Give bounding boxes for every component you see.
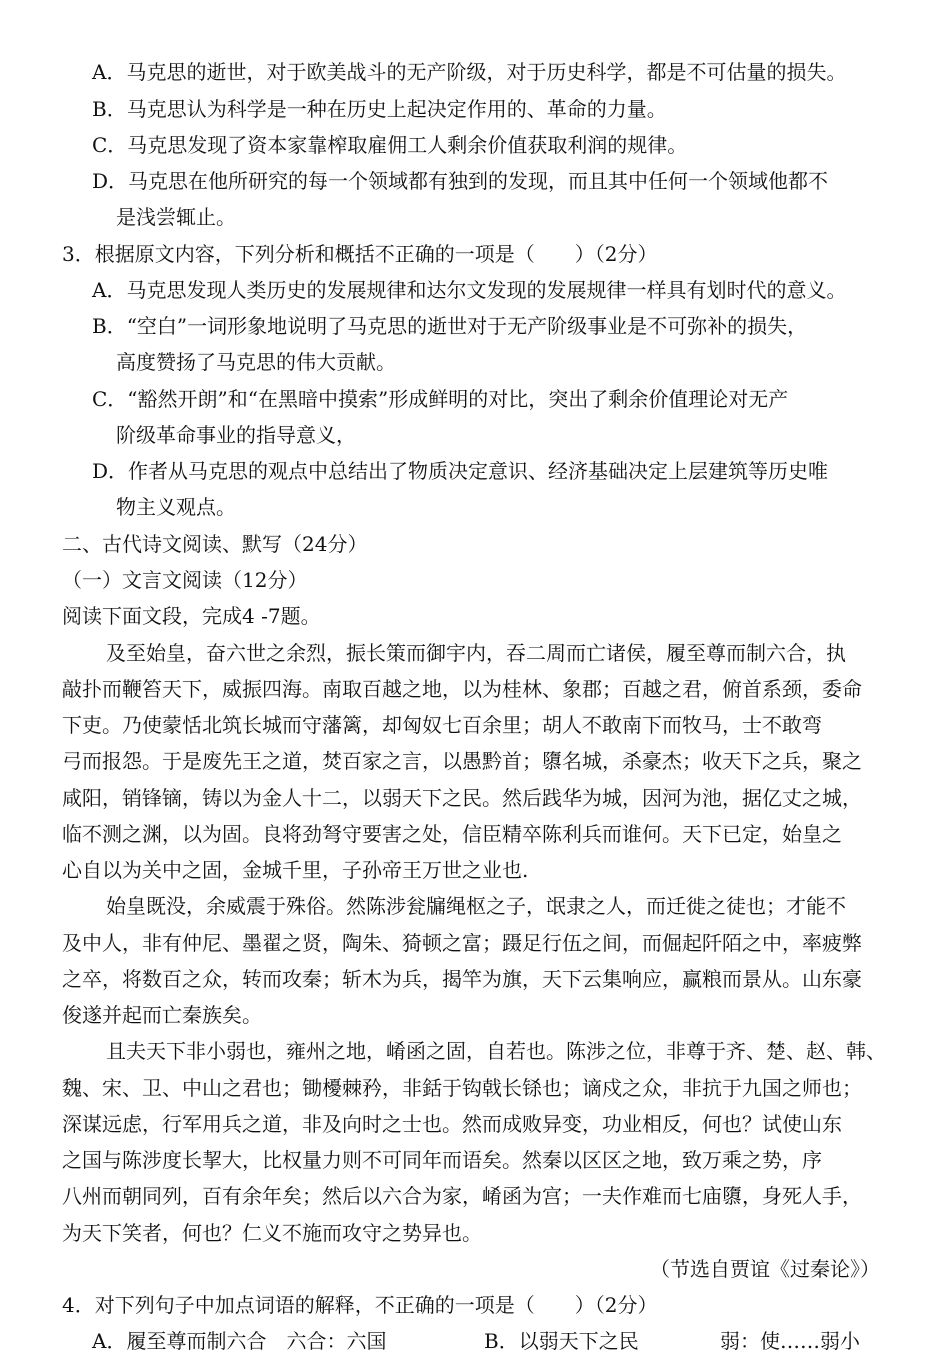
passage-line: 深谋远虑，行军用兵之道，非及向时之士也。然而成败异变，功业相反，何也？试使山东 [62,1112,842,1136]
passage-line: 且夫天下非小弱也，雍州之地，崤函之固，自若也。陈涉之位，非尊于齐、楚、赵、韩、 [106,1039,886,1063]
passage-line: 八州而朝同列，百有余年矣；然后以六合为家，崤函为宫；一夫作难而七庙隳，身死人手， [62,1184,862,1208]
q2-option-c: C．马克思发现了资本家靠榨取雇佣工人剩余价值获取利润的规律。 [92,133,688,157]
passage-line: 俊遂并起而亡秦族矣。 [62,1003,262,1027]
q3-option-d-continued: 物主义观点。 [116,495,236,519]
passage-line: 始皇既没，余威震于殊俗。然陈涉瓮牖绳枢之子，氓隶之人，而迁徙之徒也；才能不 [106,894,846,918]
q4-option-a: A．履至尊而制六合 六合：六国 [92,1329,387,1353]
passage-line: 及至始皇，奋六世之余烈，振长策而御宇内，吞二周而亡诸侯，履至尊而制六合，执 [106,641,846,665]
passage-source: （节选自贾谊《过秦论》） [650,1257,880,1281]
q3-option-a: A．马克思发现人类历史的发展规律和达尔文发现的发展规律一样具有划时代的意义。 [92,278,847,302]
section-heading: 二、古代诗文阅读、默写（24分） [62,532,368,556]
q3-option-b: B．“空白”一词形象地说明了马克思的逝世对于无产阶级事业是不可弥补的损失， [92,314,808,338]
q3-option-c: C．“豁然开朗”和“在黑暗中摸索”形成鲜明的对比，突出了剩余价值理论对无产 [92,387,789,411]
q2-option-d-continued: 是浅尝辄止。 [116,205,236,229]
subsection-heading: （一）文言文阅读（12分） [62,568,308,592]
passage-line: 为天下笑者，何也？仁义不施而攻守之势异也。 [62,1221,482,1245]
q3-stem: 3．根据原文内容，下列分析和概括不正确的一项是（ ）（2分） [62,242,658,266]
q3-option-b-continued: 高度赞扬了马克思的伟大贡献。 [116,350,396,374]
q3-option-c-continued: 阶级革命事业的指导意义， [116,423,356,447]
reading-instruction: 阅读下面文段，完成4 -7题。 [62,604,321,628]
q2-option-a: A．马克思的逝世，对于欧美战斗的无产阶级，对于历史科学，都是不可估量的损失。 [92,60,847,84]
q4-option-b: B．以弱天下之民 [484,1329,639,1353]
passage-line: 弓而报怨。于是废先王之道，焚百家之言，以愚黔首；隳名城，杀豪杰；收天下之兵，聚之 [62,749,862,773]
passage-line: 下吏。乃使蒙恬北筑长城而守藩篱，却匈奴七百余里；胡人不敢南下而牧马，士不敢弯 [62,713,822,737]
passage-line: 魏、宋、卫、中山之君也；锄櫌棘矜，非銛于钩戟长铩也；谪戍之众，非抗于九国之师也； [62,1076,862,1100]
passage-line: 心自以为关中之固，金城千里，子孙帝王万世之业也. [62,858,529,882]
q3-option-d: D．作者从马克思的观点中总结出了物质决定意识、经济基础决定上层建筑等历史唯 [92,459,829,483]
passage-line: 及中人，非有仲尼、墨翟之贤，陶朱、猗顿之富；蹑足行伍之间，而倔起阡陌之中，率疲弊 [62,931,862,955]
passage-line: 之国与陈涉度长挈大，比权量力则不可同年而语矣。然秦以区区之地，致万乘之势，序 [62,1148,822,1172]
passage-line: 敲扑而鞭笞天下，威振四海。南取百越之地，以为桂林、象郡；百越之君，俯首系颈，委命 [62,677,862,701]
passage-line: 咸阳，销锋镝，铸以为金人十二，以弱天下之民。然后践华为城，因河为池，据亿丈之城， [62,786,862,810]
passage-line: 之卒，将数百之众，转而攻秦；斩木为兵，揭竿为旗，天下云集响应，赢粮而景从。山东豪 [62,967,862,991]
q2-option-b: B．马克思认为科学是一种在历史上起决定作用的、革命的力量。 [92,97,667,121]
passage-line: 临不测之渊，以为固。良将劲弩守要害之处，信臣精卒陈利兵而谁何。天下已定，始皇之 [62,822,842,846]
q4-stem: 4．对下列句子中加点词语的解释，不正确的一项是（ ）（2分） [62,1293,658,1317]
q4-option-b-gloss: 弱：使……弱小 [720,1329,860,1353]
q2-option-d: D．马克思在他所研究的每一个领域都有独到的发现，而且其中任何一个领域他都不 [92,169,829,193]
